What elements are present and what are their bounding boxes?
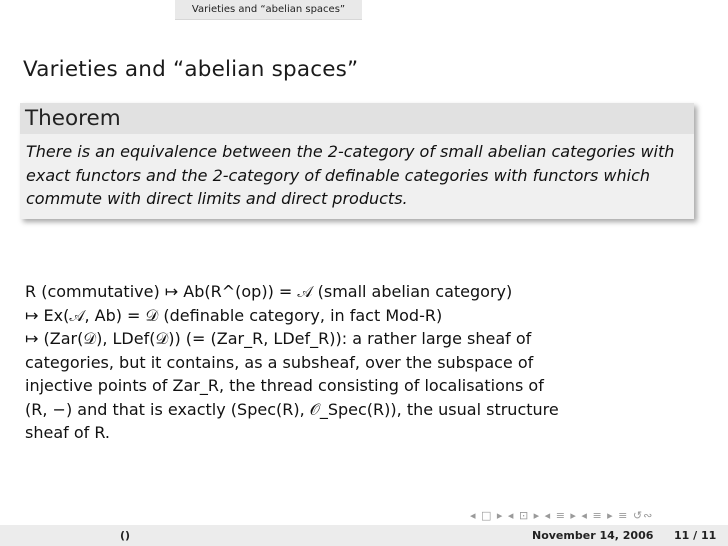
- theorem-block: [20, 103, 694, 219]
- main-text-line-4: categories, but it contains, as a subsheaf, over the subspace of: [25, 352, 534, 372]
- theorem-title: Theorem: [20, 103, 694, 134]
- main-text: [25, 280, 715, 445]
- navigation-symbols[interactable]: ◂ □ ▸ ◂ ⊡ ▸ ◂ ≡ ▸ ◂ ≡ ▸ ≡ ↺∾: [470, 509, 654, 522]
- main-text-line-1: R (commutative) ↦ Ab(R^(op)) = 𝒜 (small abelian category): [25, 282, 513, 301]
- frame-title: Varieties and “abelian spaces”: [23, 57, 359, 82]
- main-text-line-3: ↦ (Zar(𝒟), LDef(𝒟)) (= (Zar_R, LDef_R)): a rather large sheaf of: [25, 329, 532, 348]
- main-text-line-5: injective points of Zar_R, the thread consisting of localisations of: [25, 376, 544, 395]
- footline-bar: [0, 525, 728, 546]
- footline-date: November 14, 2006: [532, 529, 654, 542]
- theorem-body: There is an equivalence between the 2-category of small abelian categories with exact functors and the 2-category of definable categories with functors which commute with direct limits and direct products.: [20, 134, 694, 219]
- main-text-line-2: ↦ Ex(𝒜, Ab) = 𝒟 (definable category, in fact Mod-R): [25, 305, 443, 325]
- section-title[interactable]: Varieties and “abelian spaces”: [175, 0, 362, 20]
- main-text-line-7: sheaf of R.: [25, 423, 110, 442]
- footline-page-number: 11 / 11: [674, 529, 717, 542]
- main-text-line-6: (R, −) and that is exactly (Spec(R), 𝒪_Spec(R)), the usual structure: [25, 399, 559, 419]
- headline-bar: [0, 0, 728, 19]
- footline-author: (): [120, 529, 131, 542]
